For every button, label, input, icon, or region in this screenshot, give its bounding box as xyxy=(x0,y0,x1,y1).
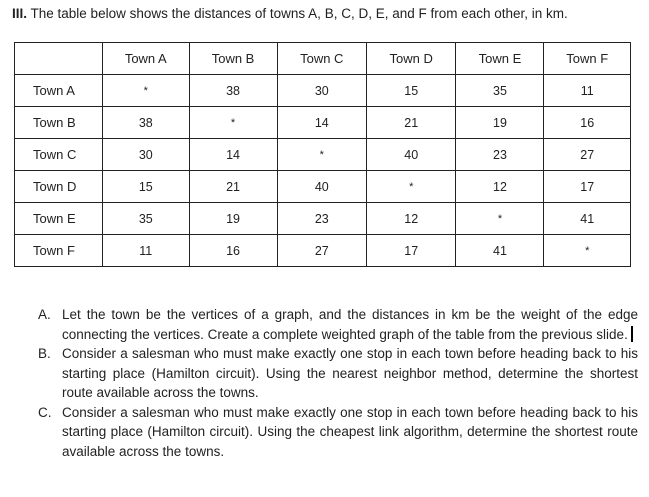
distance-cell: 11 xyxy=(103,235,190,267)
question-letter: C. xyxy=(38,404,52,420)
distance-cell: 35 xyxy=(103,203,190,235)
distance-cell: 14 xyxy=(189,139,277,171)
distance-cell: 41 xyxy=(544,203,631,235)
question-letter: A. xyxy=(38,307,51,322)
table-row xyxy=(15,235,631,267)
text-cursor xyxy=(631,326,633,342)
distance-cell: 38 xyxy=(189,75,277,107)
distance-cell: 30 xyxy=(277,75,366,107)
distance-cell: 11 xyxy=(544,75,631,107)
distance-cell: 38 xyxy=(103,107,190,139)
section-heading xyxy=(12,6,568,22)
distance-cell: 15 xyxy=(103,171,190,203)
question-list xyxy=(38,305,638,461)
distance-cell: 35 xyxy=(456,75,544,107)
distance-cell: * xyxy=(456,203,544,235)
column-header: Town D xyxy=(367,43,456,75)
row-header: Town E xyxy=(15,203,103,235)
row-header: Town B xyxy=(15,107,103,139)
table-row xyxy=(15,107,631,139)
distance-cell: 17 xyxy=(367,235,456,267)
question-letter: B. xyxy=(38,346,51,361)
distance-cell: 40 xyxy=(367,139,456,171)
distance-cell: 12 xyxy=(456,171,544,203)
row-header: Town D xyxy=(15,171,103,203)
column-header: Town C xyxy=(277,43,366,75)
distance-cell: * xyxy=(544,235,631,267)
distance-cell: 19 xyxy=(456,107,544,139)
distance-cell: * xyxy=(367,171,456,203)
question-text[interactable]: Consider a salesman who must make exactly one stop in each town before heading back to his starting place (Hamilton circuit). Using the nearest neighbor method, determine the shortest route available across the towns. xyxy=(62,346,638,400)
column-header: Town E xyxy=(456,43,544,75)
question-item xyxy=(38,344,638,403)
distance-cell: 41 xyxy=(456,235,544,267)
distance-cell: * xyxy=(103,75,190,107)
question-item xyxy=(38,403,638,462)
table-header-row xyxy=(15,43,631,75)
question-text[interactable]: Consider a salesman who must make exactly one stop in each town before heading back to his starting place (Hamilton circuit). Using the cheapest link algorithm, determine the shortest route available across the towns. xyxy=(62,404,638,459)
distance-cell: 27 xyxy=(544,139,631,171)
row-header: Town C xyxy=(15,139,103,171)
distance-cell: 14 xyxy=(277,107,366,139)
distance-cell: 23 xyxy=(277,203,366,235)
distance-cell: 17 xyxy=(544,171,631,203)
column-header: Town A xyxy=(103,43,190,75)
row-header: Town A xyxy=(15,75,103,107)
distance-cell: 21 xyxy=(367,107,456,139)
question-text[interactable]: Let the town be the vertices of a graph, and the distances in km be the weight of the edge connecting the vertices. Create a complete weighted graph of the table from the previous slide. xyxy=(62,307,638,342)
distance-cell: 16 xyxy=(189,235,277,267)
distance-cell: 16 xyxy=(544,107,631,139)
distance-cell: 19 xyxy=(189,203,277,235)
section-heading-text: The table below shows the distances of towns A, B, C, D, E, and F from each other, in km. xyxy=(27,6,568,21)
table-corner-cell xyxy=(15,43,103,75)
section-number: III. xyxy=(12,6,28,21)
table-row xyxy=(15,75,631,107)
column-header: Town F xyxy=(544,43,631,75)
question-item xyxy=(38,305,638,344)
row-header: Town F xyxy=(15,235,103,267)
column-header: Town B xyxy=(189,43,277,75)
table-row xyxy=(15,171,631,203)
distance-cell: 30 xyxy=(103,139,190,171)
distance-cell: * xyxy=(189,107,277,139)
distance-cell: 12 xyxy=(367,203,456,235)
table-row xyxy=(15,139,631,171)
distance-cell: 40 xyxy=(277,171,366,203)
distance-table xyxy=(14,42,631,267)
table-row xyxy=(15,203,631,235)
distance-cell: 15 xyxy=(367,75,456,107)
distance-cell: 27 xyxy=(277,235,366,267)
distance-cell: * xyxy=(277,139,366,171)
distance-cell: 23 xyxy=(456,139,544,171)
distance-cell: 21 xyxy=(189,171,277,203)
